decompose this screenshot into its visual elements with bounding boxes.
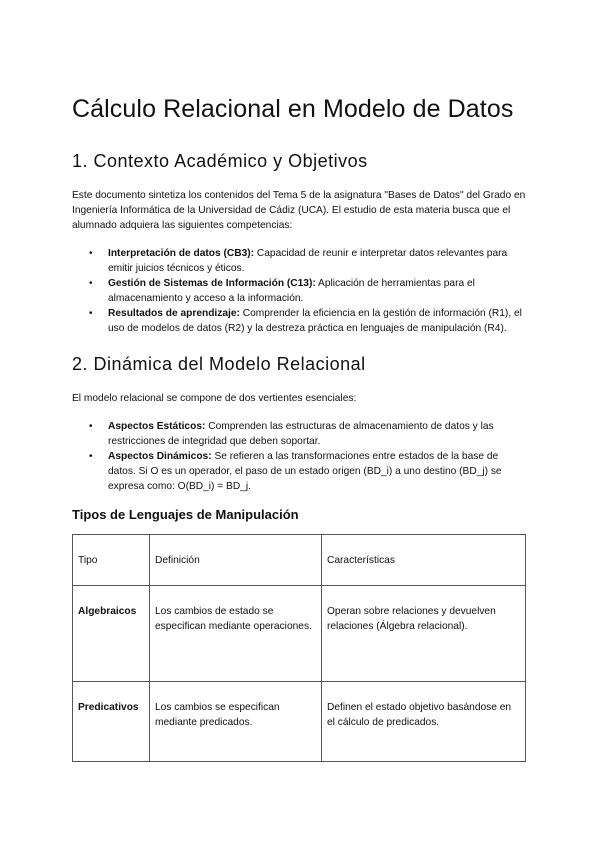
list-item-term: Aspectos Estáticos: — [108, 421, 206, 432]
list-item — [72, 449, 528, 494]
table-cell: Los cambios se especifican mediante predicados. — [150, 682, 322, 762]
list-item-term: Gestión de Sistemas de Información (C13): — [108, 278, 316, 289]
section-1-intro: Este documento sintetiza los contenidos del Tema 5 de la asignatura "Bases de Datos" del Grado en Ingeniería Informática de la Universidad de Cádiz (UCA). El estudio de esta materia busca que el alumnado adquiera las siguientes competencias: — [72, 190, 526, 231]
table-cell: Predicativos — [73, 682, 150, 762]
table-header-row — [73, 535, 526, 586]
list-item-term: Resultados de aprendizaje: — [108, 308, 240, 319]
list-item-term: Interpretación de datos (CB3): — [108, 248, 255, 259]
languages-table — [72, 534, 526, 762]
section-heading-1: 1. Contexto Académico y Objetivos — [72, 151, 368, 171]
list-item-term: Aspectos Dinámicos: — [108, 451, 212, 462]
document-page — [72, 92, 528, 762]
list-item — [72, 276, 528, 306]
list-item-text: Capacidad de reunir e interpretar datos relevantes para emitir juicios técnicos y éticos. — [108, 248, 508, 274]
list-item-text: Aplicación de herramientas para el almacenamiento y acceso a la información. — [108, 278, 475, 304]
table-cell: Definen el estado objetivo basándose en el cálculo de predicados. — [322, 682, 526, 762]
list-item — [72, 419, 528, 449]
table-cell: Los cambios de estado se especifican mediante operaciones. — [150, 586, 322, 682]
list-item — [72, 246, 528, 276]
section-heading-2: 2. Dinámica del Modelo Relacional — [72, 354, 366, 374]
table-cell: Algebraicos — [73, 586, 150, 682]
list-item — [72, 306, 528, 336]
table-cell: Operan sobre relaciones y devuelven relaciones (Álgebra relacional). — [322, 586, 526, 682]
table-row — [73, 586, 526, 682]
list-item-text: Se refieren a las transformaciones entre estados de la base de datos. Si O es un operador, el paso de un estado origen (BD_i) a uno destino (BD_j) se expresa como: O(BD_i) = BD_j. — [108, 451, 502, 492]
table-header-cell: Tipo — [73, 535, 150, 586]
list-item-text: Comprender la eficiencia en la gestión de información (R1), el uso de modelos de datos (R2) y la destreza práctica en lenguajes de manipulación (R4). — [108, 308, 522, 334]
document-title: Cálculo Relacional en Modelo de Datos — [72, 95, 514, 123]
table-header-cell: Definición — [150, 535, 322, 586]
table-row — [73, 682, 526, 762]
competencies-list — [72, 246, 528, 336]
list-item-text: Comprenden las estructuras de almacenamiento de datos y las restricciones de integridad que deben soportar. — [108, 421, 494, 447]
aspects-list — [72, 419, 528, 494]
table-heading: Tipos de Lenguajes de Manipulación — [72, 507, 299, 522]
section-2-intro: El modelo relacional se compone de dos vertientes esenciales: — [72, 393, 357, 404]
table-header-cell: Características — [322, 535, 526, 586]
